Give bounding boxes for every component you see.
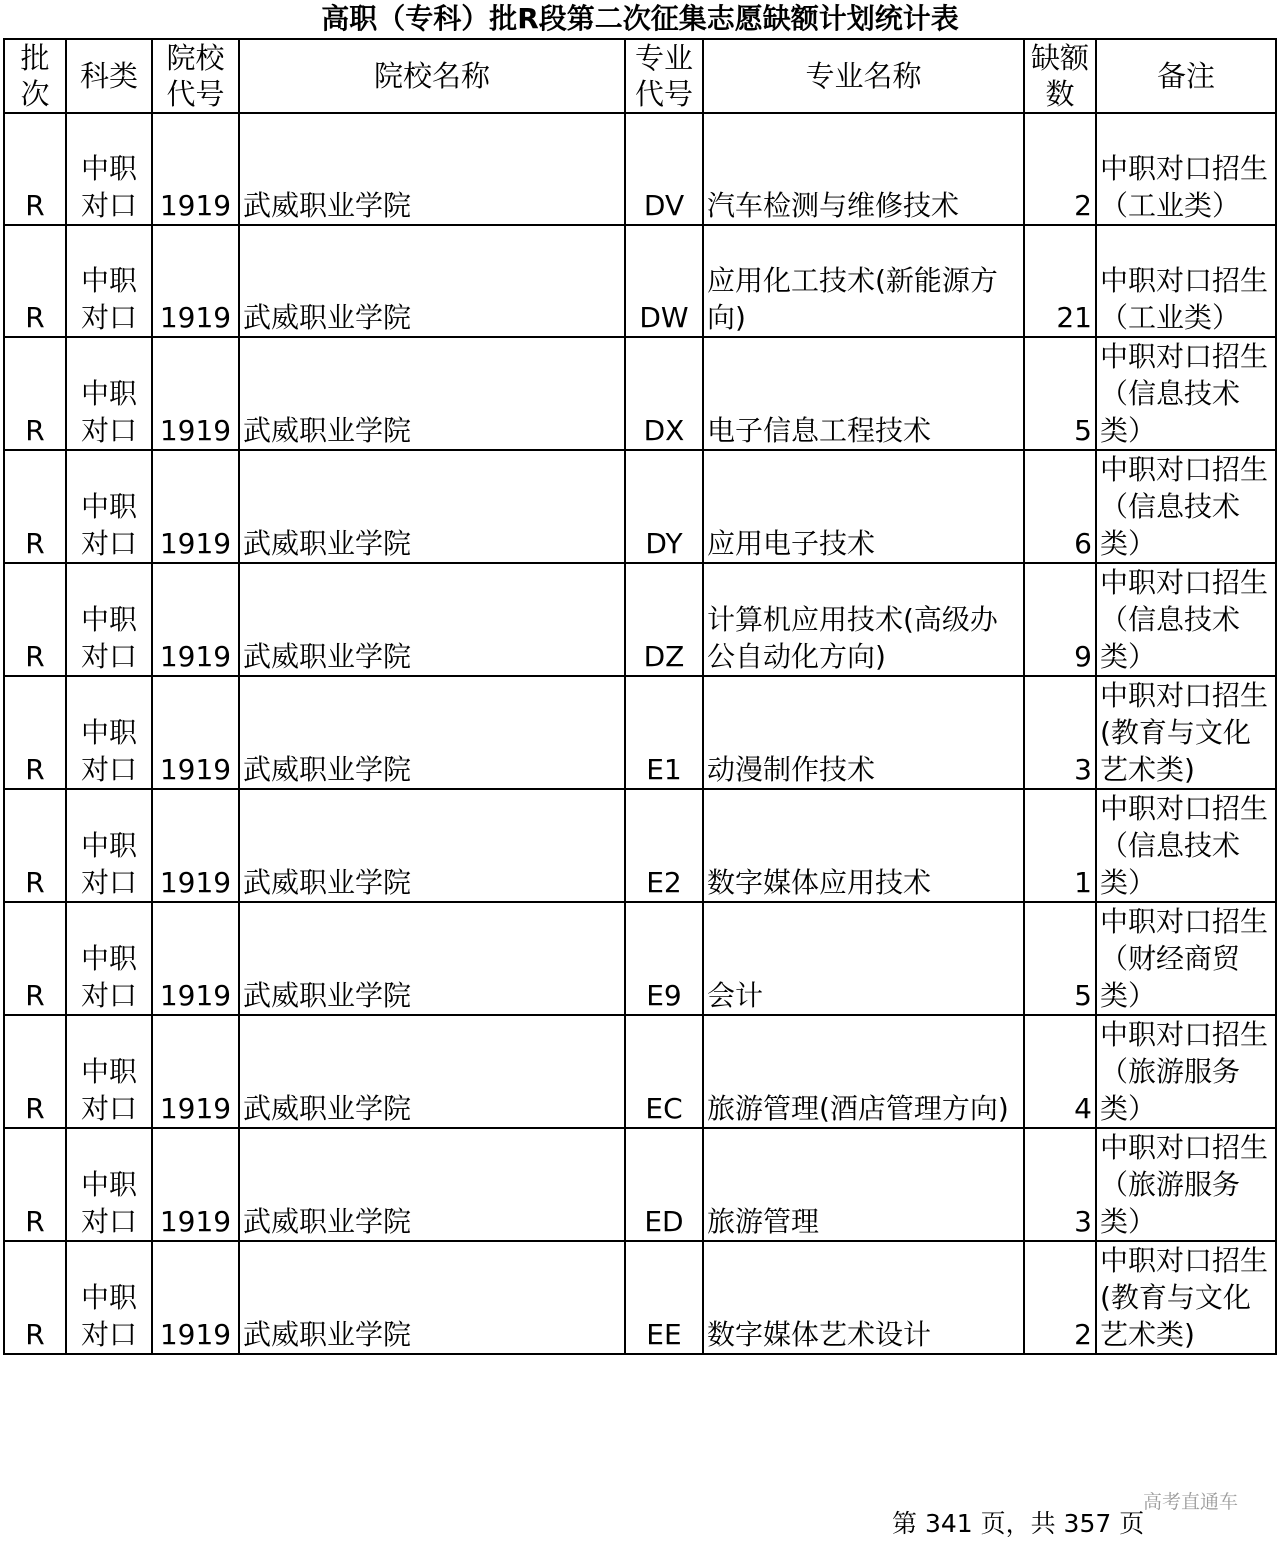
- cell-remark: 中职对口招生(教育与文化艺术类): [1096, 1241, 1276, 1354]
- cell-major-name: 应用电子技术: [703, 450, 1024, 563]
- cell-category: 中职对口: [66, 789, 152, 902]
- cell-major-code: DW: [625, 225, 703, 337]
- cell-school-name: 武威职业学院: [239, 676, 625, 789]
- cell-remark: 中职对口招生（财经商贸类）: [1096, 902, 1276, 1015]
- cell-major-name: 数字媒体艺术设计: [703, 1241, 1024, 1354]
- cell-remark: 中职对口招生（旅游服务类）: [1096, 1015, 1276, 1128]
- table-row: [4, 789, 1276, 902]
- cell-batch: R: [4, 337, 66, 450]
- table-header-row: [4, 39, 1276, 113]
- cell-batch: R: [4, 676, 66, 789]
- header-category: 科类: [66, 39, 152, 113]
- cell-vacancy: 2: [1024, 1241, 1096, 1354]
- table-row: [4, 676, 1276, 789]
- cell-remark: 中职对口招生（工业类）: [1096, 113, 1276, 225]
- cell-vacancy: 3: [1024, 1128, 1096, 1241]
- table-row: [4, 902, 1276, 1015]
- table-row: [4, 225, 1276, 337]
- cell-batch: R: [4, 789, 66, 902]
- table-row: [4, 1241, 1276, 1354]
- cell-school-code: 1919: [152, 1015, 239, 1128]
- cell-major-code: E2: [625, 789, 703, 902]
- cell-remark: 中职对口招生（信息技术类）: [1096, 789, 1276, 902]
- header-batch: 批次: [4, 39, 66, 113]
- cell-vacancy: 1: [1024, 789, 1096, 902]
- cell-major-code: EE: [625, 1241, 703, 1354]
- cell-school-code: 1919: [152, 676, 239, 789]
- table-row: [4, 337, 1276, 450]
- cell-major-code: ED: [625, 1128, 703, 1241]
- cell-major-name: 动漫制作技术: [703, 676, 1024, 789]
- cell-major-code: DZ: [625, 563, 703, 676]
- cell-vacancy: 5: [1024, 337, 1096, 450]
- cell-category: 中职对口: [66, 1015, 152, 1128]
- cell-school-code: 1919: [152, 337, 239, 450]
- cell-remark: 中职对口招生（工业类）: [1096, 225, 1276, 337]
- cell-batch: R: [4, 902, 66, 1015]
- cell-category: 中职对口: [66, 450, 152, 563]
- cell-school-code: 1919: [152, 789, 239, 902]
- cell-category: 中职对口: [66, 1128, 152, 1241]
- cell-category: 中职对口: [66, 113, 152, 225]
- cell-remark: 中职对口招生（信息技术类）: [1096, 563, 1276, 676]
- cell-remark: 中职对口招生（信息技术类）: [1096, 450, 1276, 563]
- header-major-code: 专业代号: [625, 39, 703, 113]
- cell-school-name: 武威职业学院: [239, 1241, 625, 1354]
- cell-category: 中职对口: [66, 563, 152, 676]
- cell-major-name: 计算机应用技术(高级办公自动化方向): [703, 563, 1024, 676]
- cell-batch: R: [4, 1241, 66, 1354]
- table-body: [4, 113, 1276, 1354]
- cell-vacancy: 3: [1024, 676, 1096, 789]
- cell-school-name: 武威职业学院: [239, 563, 625, 676]
- cell-category: 中职对口: [66, 902, 152, 1015]
- cell-school-code: 1919: [152, 902, 239, 1015]
- cell-school-name: 武威职业学院: [239, 113, 625, 225]
- table-row: [4, 1128, 1276, 1241]
- vacancy-table: [3, 38, 1277, 1355]
- table-row: [4, 563, 1276, 676]
- cell-batch: R: [4, 113, 66, 225]
- cell-vacancy: 5: [1024, 902, 1096, 1015]
- cell-category: 中职对口: [66, 225, 152, 337]
- cell-vacancy: 9: [1024, 563, 1096, 676]
- cell-school-code: 1919: [152, 1241, 239, 1354]
- cell-category: 中职对口: [66, 1241, 152, 1354]
- cell-school-code: 1919: [152, 113, 239, 225]
- cell-category: 中职对口: [66, 337, 152, 450]
- cell-remark: 中职对口招生(教育与文化艺术类): [1096, 676, 1276, 789]
- cell-major-name: 会计: [703, 902, 1024, 1015]
- cell-school-code: 1919: [152, 225, 239, 337]
- cell-major-code: E1: [625, 676, 703, 789]
- cell-major-code: DX: [625, 337, 703, 450]
- cell-batch: R: [4, 1128, 66, 1241]
- cell-batch: R: [4, 225, 66, 337]
- cell-school-name: 武威职业学院: [239, 789, 625, 902]
- cell-vacancy: 6: [1024, 450, 1096, 563]
- cell-school-name: 武威职业学院: [239, 225, 625, 337]
- cell-school-code: 1919: [152, 1128, 239, 1241]
- cell-vacancy: 4: [1024, 1015, 1096, 1128]
- cell-vacancy: 2: [1024, 113, 1096, 225]
- cell-major-code: E9: [625, 902, 703, 1015]
- header-major-name: 专业名称: [703, 39, 1024, 113]
- cell-batch: R: [4, 450, 66, 563]
- cell-major-name: 汽车检测与维修技术: [703, 113, 1024, 225]
- cell-major-name: 旅游管理: [703, 1128, 1024, 1241]
- cell-school-name: 武威职业学院: [239, 450, 625, 563]
- cell-major-code: DV: [625, 113, 703, 225]
- header-school-name: 院校名称: [239, 39, 625, 113]
- page-title: 高职（专科）批R段第二次征集志愿缺额计划统计表: [321, 2, 959, 35]
- cell-school-name: 武威职业学院: [239, 902, 625, 1015]
- table-row: [4, 113, 1276, 225]
- cell-major-name: 应用化工技术(新能源方向): [703, 225, 1024, 337]
- cell-major-code: DY: [625, 450, 703, 563]
- cell-major-name: 旅游管理(酒店管理方向): [703, 1015, 1024, 1128]
- cell-school-name: 武威职业学院: [239, 337, 625, 450]
- header-remark: 备注: [1096, 39, 1276, 113]
- watermark: 高考直通车: [1143, 1491, 1239, 1513]
- cell-major-code: EC: [625, 1015, 703, 1128]
- cell-school-code: 1919: [152, 450, 239, 563]
- cell-remark: 中职对口招生（信息技术类）: [1096, 337, 1276, 450]
- header-vacancy: 缺额数: [1024, 39, 1096, 113]
- cell-category: 中职对口: [66, 676, 152, 789]
- cell-major-name: 数字媒体应用技术: [703, 789, 1024, 902]
- table-row: [4, 1015, 1276, 1128]
- cell-batch: R: [4, 563, 66, 676]
- header-school-code: 院校代号: [152, 39, 239, 113]
- table-row: [4, 450, 1276, 563]
- cell-major-name: 电子信息工程技术: [703, 337, 1024, 450]
- cell-remark: 中职对口招生（旅游服务类）: [1096, 1128, 1276, 1241]
- page-number: 第 341 页，共 357 页: [892, 1509, 1145, 1538]
- cell-school-name: 武威职业学院: [239, 1015, 625, 1128]
- cell-school-code: 1919: [152, 563, 239, 676]
- cell-vacancy: 21: [1024, 225, 1096, 337]
- cell-school-name: 武威职业学院: [239, 1128, 625, 1241]
- cell-batch: R: [4, 1015, 66, 1128]
